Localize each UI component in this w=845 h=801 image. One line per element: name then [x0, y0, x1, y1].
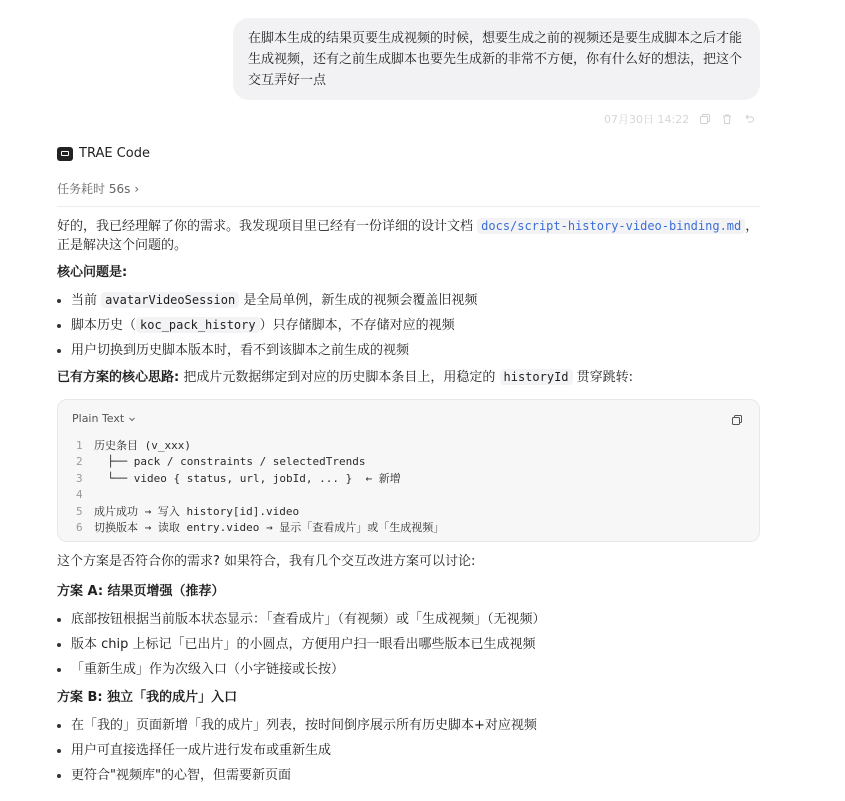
line-text: 历史条目 (v_xxx) [94, 439, 191, 452]
line-number: 5 [76, 504, 83, 518]
item-text: 是全局单例，新生成的视频会覆盖旧视频 [243, 293, 478, 308]
item-text: 脚本历史（ [71, 318, 137, 333]
code-line [76, 487, 444, 503]
delete-icon[interactable] [721, 113, 733, 125]
inline-code: historyId [500, 369, 573, 385]
code-line [76, 454, 444, 470]
plan-b-list [57, 713, 762, 788]
code-language-selector[interactable] [72, 412, 136, 425]
line-number: 3 [76, 471, 83, 485]
task-duration-toggle[interactable] [57, 180, 139, 197]
code-block [57, 399, 760, 542]
message-meta-row [604, 111, 755, 127]
plan-b-title: 方案 B: 独立「我的成片」入口 [57, 690, 238, 705]
copy-code-icon[interactable] [731, 414, 743, 426]
plan-a-list [57, 607, 762, 682]
code-lines [76, 438, 444, 536]
inline-code: avatarVideoSession [101, 292, 239, 308]
core-problem-title: 核心问题是: [57, 265, 128, 280]
line-number: 4 [76, 488, 83, 502]
item-text: ）只存储脚本，不存储对应的视频 [259, 318, 455, 333]
user-message-text: 在脚本生成的结果页要生成视频的时候，想要生成之前的视频还是要生成脚本之后才能生成视频，还有之前生成脚本也要先生成新的非常不方便，你有什么好的想法，把这个交互弄好一点 [248, 31, 743, 88]
list-item [57, 288, 762, 313]
list-item: 更符合"视频库"的心智，但需要新页面 [57, 763, 762, 788]
intro-comma: ， [745, 219, 759, 234]
line-text: 成片成功 → 写入 history[id].video [94, 504, 300, 518]
message-timestamp: 07月30日 14:22 [604, 113, 690, 126]
copy-icon[interactable] [699, 113, 711, 125]
existing-solution-text-2: 贯穿跳转: [576, 370, 634, 385]
core-problem-list [57, 288, 762, 363]
line-text: └── video { status, url, jobId, ... } ← 新增 [94, 471, 401, 485]
code-line [76, 471, 444, 487]
user-message-bubble [233, 18, 760, 100]
code-language-label: Plain Text [72, 412, 125, 425]
inline-code: koc_pack_history [136, 317, 260, 333]
existing-solution-label: 已有方案的核心思路: [57, 370, 180, 385]
intro-text-2: 正是解决这个问题的。 [57, 238, 188, 253]
line-text: ├── pack / constraints / selectedTrends [94, 455, 366, 469]
intro-text: 好的，我已经理解了你的需求。我发现项目里已经有一份详细的设计文档 [57, 219, 474, 234]
list-item: 用户可直接选择任一成片进行发布或重新生成 [57, 738, 762, 763]
intro-paragraph [57, 217, 762, 255]
code-line [76, 520, 444, 536]
line-text: 切换版本 → 读取 entry.video → 显示「查看成片」或「生成视频」 [94, 521, 445, 535]
list-item: 底部按钮根据当前版本状态显示：「查看成片」（有视频）或「生成视频」（无视频） [57, 607, 762, 632]
chevron-down-icon [128, 415, 136, 423]
list-item: 在「我的」页面新增「我的成片」列表，按时间倒序展示所有历史脚本+对应视频 [57, 713, 762, 738]
divider [57, 206, 760, 207]
list-item: 版本 chip 上标记「已出片」的小圆点，方便用户扫一眼看出哪些版本已生成视频 [57, 632, 762, 657]
code-line [76, 504, 444, 520]
agent-header [57, 146, 150, 161]
design-doc-link[interactable]: docs/script-history-video-binding.md [477, 218, 745, 234]
trae-logo-icon [57, 147, 73, 161]
plan-a-title: 方案 A: 结果页增强（推荐） [57, 584, 225, 599]
chevron-right-icon: › [134, 181, 140, 196]
list-item: 用户切换到历史脚本版本时，看不到该脚本之前生成的视频 [57, 338, 762, 363]
line-number: 2 [76, 455, 83, 469]
list-item: 「重新生成」作为次级入口（小字链接或长按） [57, 657, 762, 682]
question-paragraph: 这个方案是否符合你的需求? 如果符合，我有几个交互改进方案可以讨论: [57, 554, 476, 569]
line-number: 1 [76, 439, 83, 452]
line-number: 6 [76, 521, 83, 535]
item-text: 当前 [71, 293, 98, 308]
undo-icon[interactable] [743, 113, 755, 125]
list-item [57, 313, 762, 338]
code-line [76, 438, 444, 454]
assistant-response [57, 217, 762, 788]
existing-solution-text: 把成片元数据绑定到对应的历史脚本条目上，用稳定的 [183, 370, 496, 385]
existing-solution-paragraph [57, 368, 762, 387]
agent-name: TRAE Code [79, 146, 150, 161]
task-duration-label: 任务耗时 56s [57, 182, 131, 196]
